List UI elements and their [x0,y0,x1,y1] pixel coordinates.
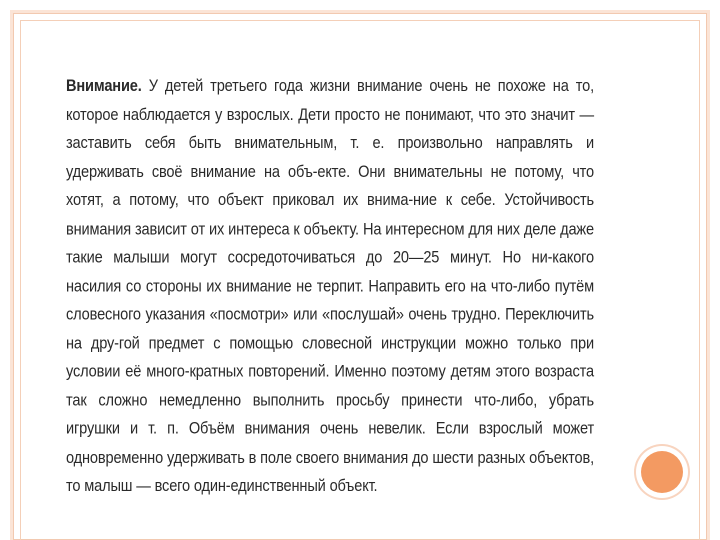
document-text [66,73,594,501]
document-body: У детей третьего года жизни внимание очень не похоже на то, которое наблюдается у взрослых. Дети просто не понимают, что это значит — заставить себя быть внимательным, т. е. произвольно направлять и удерживать своё внимание на объ-екте. Они внимательны не потому, что хотят, а потому, что объект приковал их внима-ние к себе. Устойчивость внимания зависит от их интереса к объекту. На интересном для них деле даже такие малыши могут сосредоточиваться до 20—25 минут. Но ни-какого насилия со стороны их внимание не терпит. Направить его на что-либо путём словесного указания «посмотри» или «послушай» очень трудно. Переключить на дру-гой предмет с помощью словесной инструкции можно только при условии её много-кратных повторений. Именно поэтому детям этого возраста так сложно немедленно выполнить просьбу принести что-либо, убрать игрушки и т. п. Объём внимания очень невелик. Если взрослый может одновременно удерживать в поле своего внимания до шести разных объектов, то малыш — всего один-единственный объект. [66,77,594,496]
decorative-circle [641,451,683,493]
document-lead: Внимание. [66,77,142,96]
